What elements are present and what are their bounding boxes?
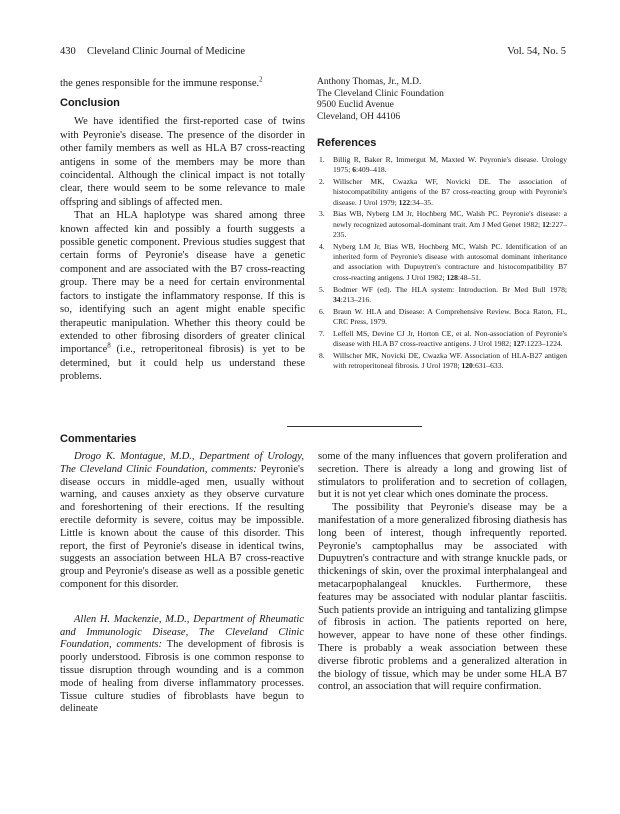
reference-number: 8. [319,350,325,360]
reference-pages: :631–633. [472,361,504,371]
reference-item [317,329,567,350]
citation-superscript: 2 [259,75,263,84]
reference-number: 7. [319,328,325,338]
reference-pages: :34–35. [409,197,433,207]
commentary-2-author: Allen H. Mackenzie, M.D., Department of Rheumatic and Immunologic Disease, The Cleveland Clinic Foundation, comments: [60,613,304,651]
journal-title: Cleveland Clinic Journal of Medicine [87,46,246,57]
reference-number: 4. [319,241,325,251]
reference-item [317,242,567,283]
intro-line [60,77,305,90]
reference-text: Braun W. HLA and Disease: A Comprehensive Review. Boca Raton, FL, CRC Press, 1979. [333,306,567,326]
reference-item [317,307,567,328]
reference-volume: 6 [352,165,356,175]
reference-volume: 120 [461,361,473,371]
reference-number: 6. [319,306,325,316]
reference-pages: :227–235. [333,219,567,240]
author-city: Cleveland, OH 44106 [317,111,401,122]
references-list [317,155,567,371]
reference-volume: 122 [398,197,410,207]
reference-item [317,177,567,208]
author-org: The Cleveland Clinic Foundation [317,88,444,99]
reference-number: 2. [319,177,325,187]
reference-pages: :48–51. [457,272,481,282]
conclusion-paragraph-2 [60,209,305,383]
commentary-1 [60,451,304,592]
reference-pages: :409–418. [356,165,387,175]
references-heading: References [317,137,377,149]
commentary-1-text: Peyronie's disease occurs in middle-aged men, usually without warning, and causes anxiety as they observe curvature and foreshortening of their erections. If the resulting erectile deformity is severe, coitus may be impossible. Little is known about the cause of this disorder. This report, the first of Peyronie's disease in identical twins, suggests an association between HLA B7 cross-reactive group and Peyronie's disease as well as a possible genetic component for this disorder. [60,463,304,590]
author-street: 9500 Euclid Avenue [317,100,394,110]
reference-number: 3. [319,209,325,219]
commentary-2-paragraph-2: The possibility that Peyronie's disease may be a manifestation of a more generalized fibrosing diathesis has long been of interest, though infrequently reported. Peyronie's camptophallus may be associated with Dupuytren's contracture and with strange knuckle pads, or thickenings of skin, over the proximal interphalangeal and metacarpophalangeal knuckles. Furthermore, these features may be associated with nodular plantar fasciitis. Such patients provide an intriguing and tantalizing glimpse of fibrosis in action. The patients reported on here, however, appear to have none of these other findings. There is probably a weak association between these diverse fibrotic problems and a generalized alteration in the biology of tissue, which may be under some HLA B7 control, an association that will require confirmation. [318,502,567,693]
conclusion-heading: Conclusion [60,97,120,110]
reference-volume: 127 [513,339,525,349]
reference-item [317,209,567,240]
paragraph-2-text: That an HLA haplotype was shared among three known affected kin and possibly a fourth suggests a possible genetic component. Previous studies suggest that certain forms of Peyronie's disease have a genetic component and are associated with the B7 cross-reacting group. There may be a need for certain environmental factors to instigate the inflammatory response. If this is so, identifying such an agent might enable specific therapeutic manipulation. Whether this theory could be extended to other fibrosing disorders of greater clinical importance [60,210,305,356]
commentary-2 [60,614,304,716]
commentary-2-continued: some of the many influences that govern proliferation and secretion. There is already a long and growing list of stimulators to proliferation and to secretion of collagen, but it is not yet clear which ones dominate the process. [318,451,567,501]
reference-text: Leffell MS, Devine CJ Jr, Horton CE, et al. Non-association of Peyronie's disease with HLA B7 cross-reactive antigens. J Urol 1982; [333,328,567,349]
reference-text: Bias WB, Nyberg LM Jr, Hochberg MC, Walsh PC. Peyronie's disease: a newly recognized autosomal-dominant trait. Am J Med Genet 1982; [333,209,567,229]
commentaries-right-column [318,451,567,694]
conclusion-paragraph-1: We have identified the first-reported case of twins with Peyronie's disease. The presence of the disorder in other family members as well as HLA B7 cross-reacting antigens in some of the members may be more than coincidental. Although the clinical impact is not totally clear, there would seem to be some relevance to male offspring and siblings of affected men. [60,116,305,208]
right-column [317,77,567,373]
author-name: Anthony Thomas, Jr., M.D. [317,77,422,87]
reference-number: 5. [319,284,325,294]
commentaries-heading: Commentaries [60,433,137,445]
commentaries-left-column [60,451,304,716]
reference-text: Bodmer WF (ed). The HLA system: Introduction. Br Med Bull 1978; [333,284,567,294]
paragraph-2-text-cont: (i.e., retroperitoneal fibrosis) is yet to be determined, but it could help us understand these problems. [60,344,305,383]
author-address [317,77,567,123]
reference-item [317,155,567,176]
left-column [60,77,305,384]
commentary-1-author: Drogo K. Montague, M.D., Department of Urology, The Cleveland Clinic Foundation, comments: [60,451,304,475]
reference-item [317,285,567,306]
page-number: 430 [60,46,76,57]
reference-text: Nyberg LM Jr, Bias WB, Hochberg MC, Walsh PC. Identification of an inherited form of Peyronie's disease with autosomal dominant inheritance and association with Dupuytren's contracture and histocompatibility B7 cross-reacting antigens. J Urol 1982; [333,241,567,282]
reference-text: Willscher MK, Novicki DE, Cwazka WF. Association of HLA-B27 antigen with retroperitoneal fibrosis. J Urol 1978; [333,350,567,371]
page-header [60,46,566,60]
reference-volume: 128 [446,272,458,282]
reference-pages: :1223–1224. [524,339,563,349]
reference-text: Billig R, Baker R, Immergut M, Maxted W. Peyronie's disease. Urology 1975; [333,155,567,175]
spacer [60,592,304,614]
reference-volume: 12 [542,219,550,229]
commentary-2-text: The development of fibrosis is poorly understood. Fibrosis is one common response to tissue disruption through wounding and is a common mode of healing from diverse inflammatory processes. Tissue culture studies of fibroblasts have begun to delineate [60,639,304,715]
reference-number: 1. [319,155,325,164]
section-divider [287,426,422,427]
intro-text: the genes responsible for the immune response. [60,78,260,89]
reference-volume: 34 [333,294,341,304]
citation-superscript: 8 [107,341,111,350]
reference-pages: :213–216. [340,294,372,304]
reference-text: Willscher MK, Cwazka WF, Novicki DE. The association of histocompatibility antigens of the B7 cross-reacting group with Peyronie's disease. J Urol 1979; [333,177,567,207]
volume-issue: Vol. 54, No. 5 [507,46,566,57]
reference-item [317,351,567,372]
